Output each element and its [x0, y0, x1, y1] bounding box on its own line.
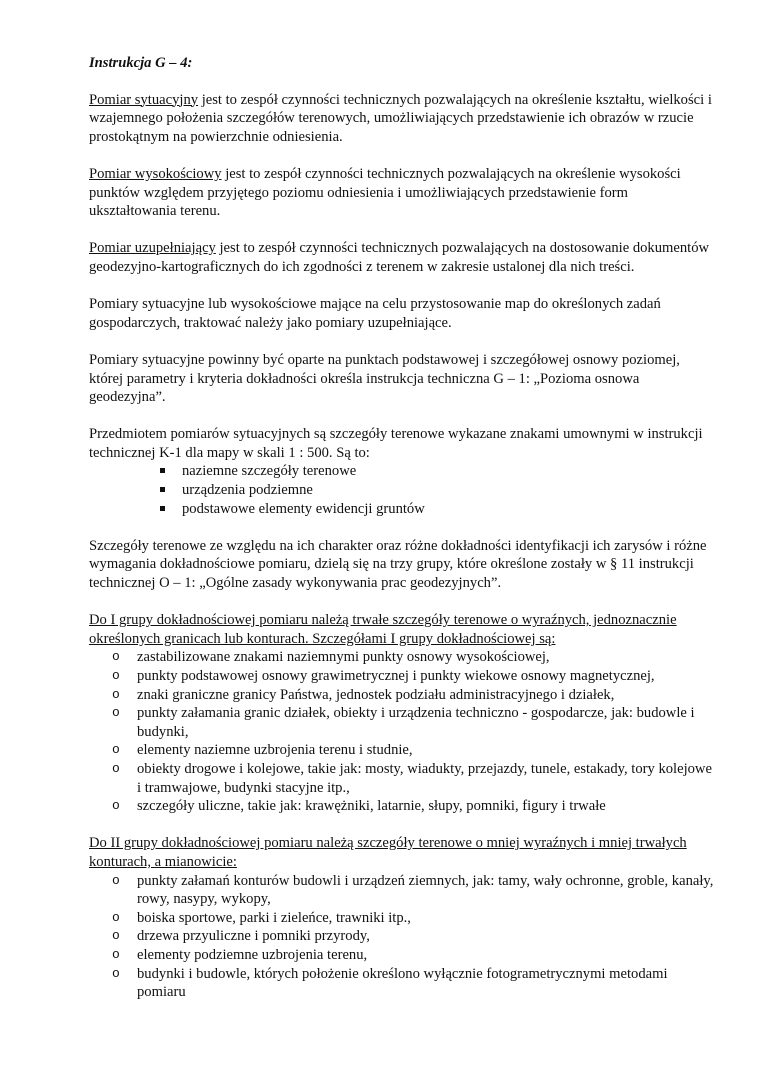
paragraph-pomiar-sytuacyjny [89, 91, 717, 147]
list-item: o punkty załamań konturów budowli i urządzeń ziemnych, jak: tamy, wały ochronne, groble, kanały, rowy, nasypy, wykopy, [89, 872, 717, 909]
list-item: o znaki graniczne granicy Państwa, jednostek podziału administracyjnego i działek, [89, 686, 717, 705]
list-item: o punkty podstawowej osnowy grawimetrycznej i punkty wiekowe osnowy magnetycznej, [89, 667, 717, 686]
list-item: podstawowe elementy ewidencji gruntów [89, 500, 717, 519]
bullet-list [89, 462, 717, 518]
document-page [89, 54, 717, 1020]
paragraph-osnowa: Pomiary sytuacyjne powinny być oparte na punktach podstawowej i szczegółowej osnowy poziomej, której parametry i kryteria dokładności określa instrukcja techniczna G – 1: „Pozioma osnowa geodezyjna”. [89, 351, 680, 406]
paragraph-przedmiot-pomiarow: Przedmiotem pomiarów sytuacyjnych są szczegóły terenowe wykazane znakami umownymi w instrukcji technicznej K-1 dla mapy w skali 1 : 500. Są to: [89, 426, 703, 461]
paragraph-pomiar-wysokosciowy [89, 165, 717, 221]
list-item: naziemne szczegóły terenowe [89, 462, 717, 481]
list-item: o elementy naziemne uzbrojenia terenu i studnie, [89, 741, 717, 760]
definition-text: jest to zespół czynności technicznych pozwalających na określenie wysokości punktów względem przyjętego poziomu odniesienia i umożliwiających przedstawienie form ukształtowania terenu. [89, 165, 681, 220]
group-1-list [89, 648, 717, 815]
list-item: o boiska sportowe, parki i zieleńce, trawniki itp., [89, 909, 717, 928]
paragraph-pomiar-uzupelniajacy [89, 239, 717, 276]
group-1-heading: Do I grupy dokładnościowej pomiaru należą trwałe szczegóły terenowe o wyraźnych, jednoznacznie określonych granicach lub konturach. Szczegółami I grupy dokładnościowej są: [89, 612, 677, 647]
list-item: o budynki i budowle, których położenie określono wyłącznie fotogrametrycznymi metodami pomiaru [89, 965, 717, 1002]
list-item: o drzewa przyuliczne i pomniki przyrody, [89, 927, 717, 946]
definition-text: jest to zespół czynności technicznych pozwalających na określenie kształtu, wielkości i wzajemnego położenia szczegółów terenowych, umożliwiających przedstawienie ich obrazów w rzucie prostokątnym na powierzchnie odniesienia. [89, 91, 712, 145]
definition-text: jest to zespół czynności technicznych pozwalających na dostosowanie dokumentów geodezyjno-kartograficznych do ich zgodności z terenem w zakresie ustalonej dla nich treści. [89, 240, 710, 275]
term-pomiar-sytuacyjny: Pomiar sytuacyjny [89, 91, 199, 108]
list-item: o punkty załamania granic działek, obiekty i urządzenia techniczno - gospodarcze, jak: budowle i budynki, [89, 704, 717, 741]
group-2-list [89, 872, 717, 1002]
term-pomiar-uzupelniajacy: Pomiar uzupełniający [89, 240, 216, 257]
paragraph-grupy: Szczegóły terenowe ze względu na ich charakter oraz różne dokładności identyfikacji ich zarysów i różne wymagania dokładnościowe pomiaru, dzielą się na trzy grupy, które określone zostały w § 11 instrukcji technicznej O – 1: „Ogólne zasady wykonywania prac geodezyjnych”. [89, 537, 707, 592]
document-title: Instrukcja G – 4: [89, 55, 193, 71]
list-item: o szczegóły uliczne, takie jak: krawężniki, latarnie, słupy, pomniki, figury i trwałe [89, 797, 717, 816]
term-pomiar-wysokosciowy: Pomiar wysokościowy [89, 165, 222, 182]
list-item: o obiekty drogowe i kolejowe, takie jak: mosty, wiadukty, przejazdy, tunele, estakady, tory kolejowe i tramwajowe, budynki stacyjne itp., [89, 760, 717, 797]
paragraph-pomiary-uzupelniajace: Pomiary sytuacyjne lub wysokościowe mające na celu przystosowanie map do określonych zadań gospodarczych, traktować należy jako pomiary uzupełniające. [89, 296, 661, 331]
list-item: urządzenia podziemne [89, 481, 717, 500]
list-item: o elementy podziemne uzbrojenia terenu, [89, 946, 717, 965]
group-2-heading: Do II grupy dokładnościowej pomiaru należą szczegóły terenowe o mniej wyraźnych i mniej trwałych konturach, a mianowicie: [89, 835, 687, 870]
list-item: o zastabilizowane znakami naziemnymi punkty osnowy wysokościowej, [89, 648, 717, 667]
